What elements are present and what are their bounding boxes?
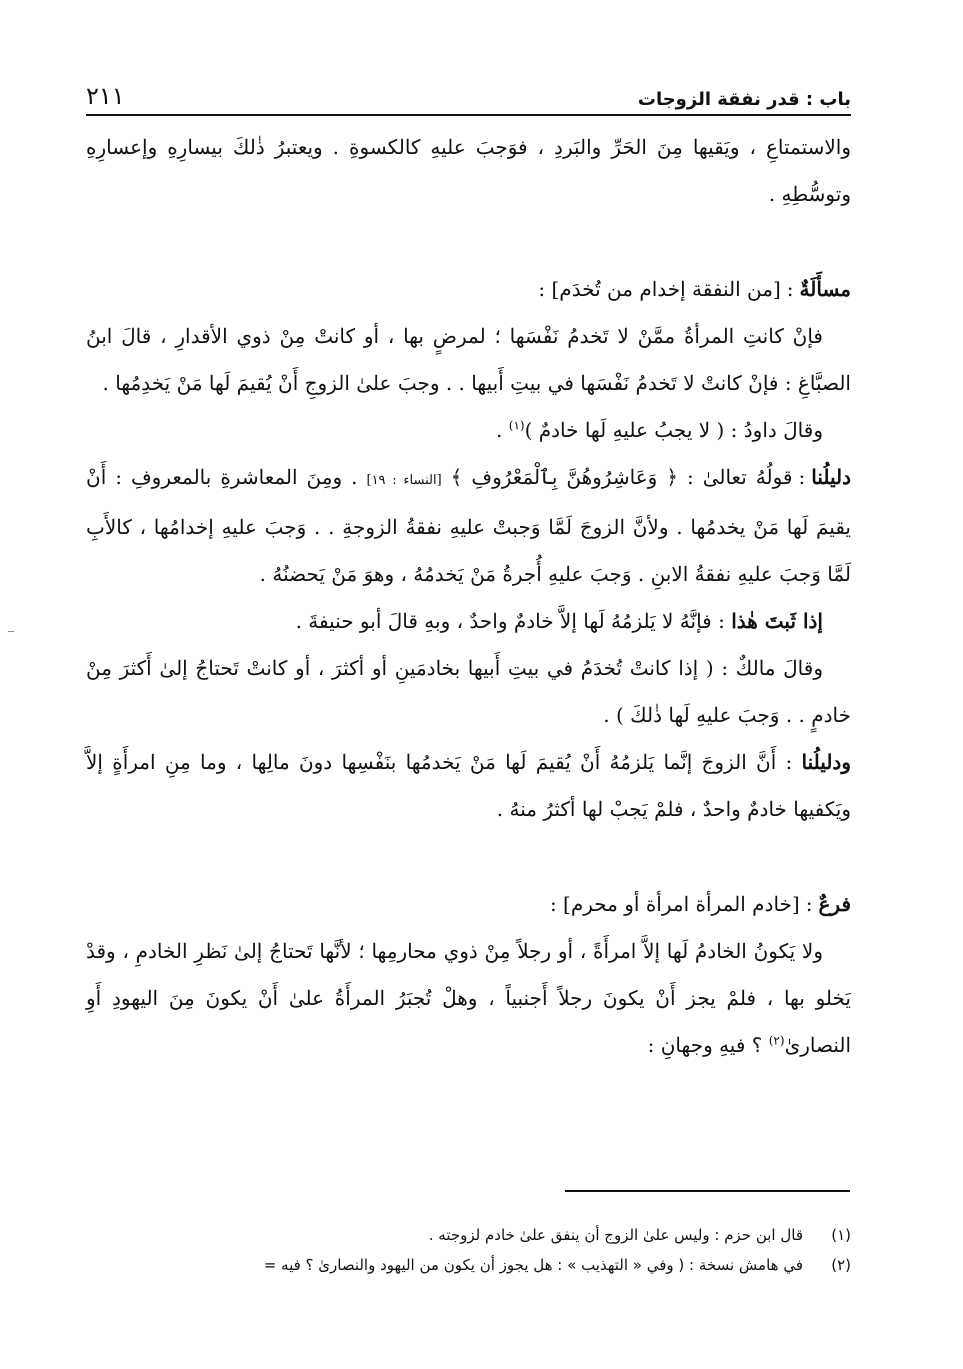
khadim-text: ولا يَكونُ الخادمُ لَها إلاَّ امرأَةً ، أو رجلاً مِنْ ذوي محارمِها ؛ لأنَّها تَحتاجُ إلىٰ نَظرِ الخادمِ ، وقدْ يَخلو بها ، فلمْ يجز أَنْ يكونَ رجلاً أَجنبياً ، وهلْ تُجبَرُ المرأَةُ علىٰ أَنْ يكونَ مِنَ اليهودِ أَوِ النصارىٰ [86, 939, 851, 1057]
footnote-number: (٢) [831, 1256, 851, 1274]
dalil-intro: قولُهُ تعالىٰ : ﴿ وَعَاشِرُوهُنَّ بِٱلْمَعْرُوفِ ﴾ [450, 465, 793, 489]
dawud-end: . [496, 418, 509, 442]
footnotes [86, 1220, 851, 1280]
footnote-2 [86, 1250, 851, 1280]
masala-title: [من النفقة إخدام من تُخدَم] : [538, 277, 781, 301]
dawud-text: وقالَ داودُ : ( لا يجبُ عليهِ لَها خادمٌ ) [524, 418, 823, 442]
far-heading [86, 881, 851, 928]
paragraph-khadim [86, 928, 851, 1069]
footnote-ref-1: (١) [508, 418, 525, 433]
paragraph-dalil2 [86, 739, 851, 833]
paragraph-continuation: والاستمتاعِ ، ويَقيها مِنَ الحَرِّ والبَردِ ، فوَجبَ عليهِ كالكسوةِ . ويعتبرُ ذٰلكَ بيسارِهِ وإعسارِهِ وتوسُّطِهِ . [86, 135, 851, 206]
page-header [86, 78, 851, 110]
far-label: فرعٌ [818, 892, 851, 916]
running-head: باب : قدر نفقة الزوجات [637, 89, 851, 110]
section-gap [86, 218, 851, 266]
paragraph-dalil [86, 454, 851, 598]
header-rule [86, 114, 851, 116]
main-text [86, 124, 851, 1069]
footnote-rule [565, 1190, 850, 1192]
colon-separator: : [786, 277, 794, 301]
quran-reference: [النساء : ١٩] [366, 473, 442, 488]
paragraph-dawud [86, 407, 851, 454]
footnote-number: (١) [831, 1226, 851, 1244]
page-number: ٢١١ [86, 82, 125, 110]
paragraph-ithbat [86, 598, 851, 645]
colon-separator: : [798, 465, 806, 489]
footnote-1 [86, 1220, 851, 1250]
footnote-ref-2: (٢) [768, 1033, 785, 1048]
dalil-label: دليلُنا [811, 465, 852, 489]
margin-mark [8, 631, 14, 632]
dalil2-label: ودليلُنا [801, 750, 851, 774]
footnote-text: قال ابن حزم : وليس علىٰ الزوج أن ينفق علىٰ خادم لزوجته . [428, 1226, 803, 1244]
ithbat-label: إذا ثَبتَ هٰذا [731, 609, 823, 633]
paragraph-khidma: فإنْ كانتِ المرأةُ ممَّنْ لا تَخدمُ نَفْسَها ؛ لمرضٍ بها ، أو كانتْ مِنْ ذوي الأقدارِ ، قالَ ابنُ الصبَّاغِ : فإنْ كانتْ لا تَخدمُ نَفْسَها في بيتِ أَبيها . . وجبَ علىٰ الزوجِ أَنْ يُقيمَ لَها مَنْ يَخدِمُها . [86, 324, 851, 395]
section-gap [86, 833, 851, 881]
dalil-rest: . ومِنَ المعاشرةِ بالمعروفِ : أَنْ يقيمَ لَها مَنْ يخدمُها . ولأنَّ الزوجَ لَمَّا وَجبتْ عليهِ نفقةُ الزوجةِ . . وَجبَ عليهِ إخدامُها ، كالأَبِ لَمَّا وَجبَ عليهِ نفقةُ الابنِ . وَجبَ عليهِ أُجرةُ مَنْ يَخدمُهُ ، وهوَ مَنْ يَحضنُهُ . [86, 465, 851, 586]
khadim-end: ؟ فيهِ وجهانِ : [647, 1033, 769, 1057]
paragraph-malik: وقالَ مالكٌ : ( إذا كانتْ تُخدَمُ في بيتِ أَبيها بخادمَينِ أو أكثرَ ، أو كانتْ تَحتاجُ إلىٰ أَكثرَ مِنْ خادمٍ . . وَجبَ عليهِ لَها ذٰلكَ ) . [86, 656, 851, 727]
masala-label: مسأَلَةٌ [799, 277, 851, 301]
far-title: [خادم المرأة امرأة أو محرم] : [549, 892, 800, 916]
dalil2-text: : أَنَّ الزوجَ إنَّما يَلزمُهُ أَنْ يُقيمَ لَها مَنْ يَخدمُها بنَفْسِها دونَ مالِها ، وما مِنِ امرأَةٍ إلاَّ ويَكفيها خادمٌ واحدٌ ، فلمْ يَجبْ لها أكثرُ منهُ . [86, 750, 851, 821]
ithbat-text: : فإنَّهُ لا يَلزمُهُ لَها إلاَّ خادمٌ واحدٌ ، وبهِ قالَ أبو حنيفةَ . [295, 609, 725, 633]
colon-separator: : [805, 892, 813, 916]
masala-heading [86, 266, 851, 313]
footnote-text: في هامش نسخة : ( وفي « التهذيب » : هل يجوز أن يكون من اليهود والنصارىٰ ؟ فيه = [263, 1256, 803, 1274]
